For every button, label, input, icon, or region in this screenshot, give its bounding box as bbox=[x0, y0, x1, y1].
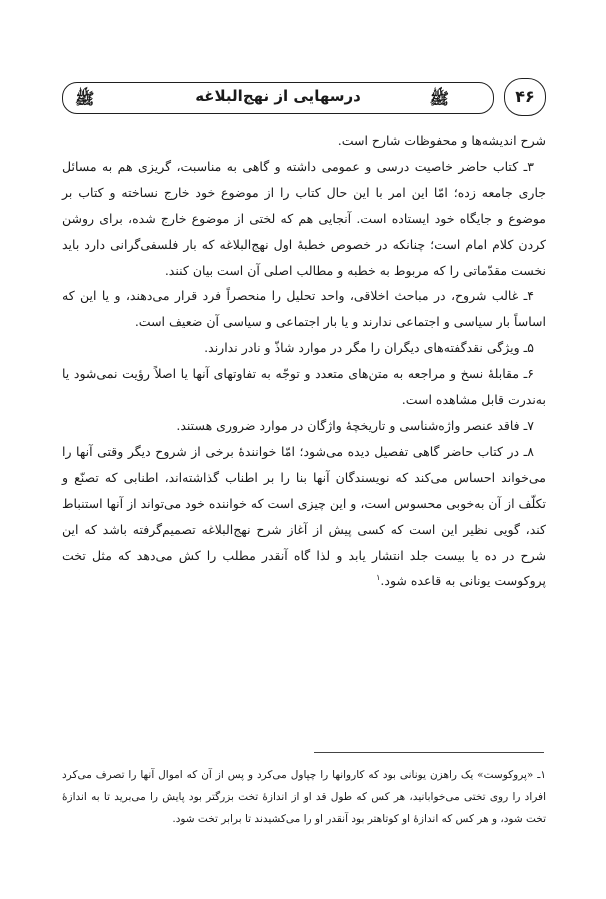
header-title-bar bbox=[62, 82, 494, 114]
paragraph: ۶ـ مقابلهٔ نسخ و مراجعه به متن‌های متعدد و توجّه به تفاوتهای آنها یا اصلاً رؤیت نمی‌شود یا به‌ندرت قابل مشاهده است. bbox=[62, 366, 546, 408]
paragraph-text: ۸ـ در کتاب حاضر گاهی تفصیل دیده می‌شود؛ امّا خوانندهٔ برخی از شروح دیگر وقتی آنها را می‌خواند احساس می‌کند که نویسندگان آنها بنا را بر اطناب گذاشته‌اند، اطنابی که تصنّع و تکلّف از آن به‌خوبی محسوس است، و این چیزی است که خواننده خود می‌تواند از آنها استنباط کند، گویی نظیر این است که کسی پیش از آغاز شرح نهج‌البلاغه تصمیم‌گرفته باشد که این شرح در ده یا بیست جلد انتشار یابد و لذا گاه آنقدر مطلب را کش می‌دهد که مثل تخت پروکوست یونانی به قاعده شود. bbox=[62, 443, 546, 589]
ornament-right-icon: ﷺ bbox=[429, 89, 449, 108]
running-header bbox=[62, 78, 546, 118]
footnote bbox=[62, 764, 546, 830]
paragraph: ۷ـ فاقد عنصر واژه‌شناسی و تاریخچهٔ واژگان در موارد ضروری هستند. bbox=[176, 417, 534, 433]
footnote-reference[interactable]: ۱ bbox=[376, 573, 381, 583]
footnote-divider bbox=[314, 752, 544, 753]
paragraph: شرح اندیشه‌ها و محفوظات شارح است. bbox=[337, 133, 546, 148]
ornament-left-icon: ﷺ bbox=[75, 89, 95, 108]
paragraph-with-footnote bbox=[62, 439, 546, 594]
paragraph: ۴ـ غالب شروح، در مباحث اخلاقی، واحد تحلیل را منحصراً فرد قرار می‌دهند، و یا این که اساساً بار سیاسی و اجتماعی ندارند و یا بار اجتماعی و سیاسی آن ضعیف است. bbox=[62, 288, 546, 330]
paragraph: ۵ـ ویژگی نقدگفته‌های دیگران را مگر در موارد شاذّ و نادر ندارند. bbox=[204, 340, 534, 356]
body-text bbox=[62, 128, 546, 594]
page-number: ۴۶ bbox=[504, 78, 546, 116]
footnote-text: ۱ـ «پروکوست» یک راهزن یونانی بود که کاروانها را چپاول می‌کرد و پس از آن که اموال آنها را تصرف می‌کرد افراد را روی تختی می‌خوابانید، هر کس که طول قد او از اندازهٔ تخت بزرگتر بود پایش را می‌برید تا به اندازهٔ تخت شود، و هر کس که اندازهٔ او کوتاهتر بود آنقدر او را می‌کشیدند تا برابر تخت شود. bbox=[62, 769, 546, 825]
paragraph: ۳ـ کتاب حاضر خاصیت درسی و عمومی داشته و گاهی به مناسبت، گریزی هم به مسائل جاری جامعه زده؛ امّا این امر با این حال کتاب را از موضوع خود خارج نساخته و کتاب بر موضوع و جایگاه خود ایستاده است. آنجایی هم که لختی از موضوع خارج شده، برای روشن کردن کلام امام است؛ چنانکه در خصوص خطبهٔ اول نهج‌البلاغه که بار فلسفی‌گرانی دارد باید نخست مقدّماتی را که مربوط به خطبه و مطالب اصلی آن است بیان کنند. bbox=[62, 158, 546, 278]
book-title: درسهایی از نهج‌البلاغه bbox=[195, 87, 361, 105]
